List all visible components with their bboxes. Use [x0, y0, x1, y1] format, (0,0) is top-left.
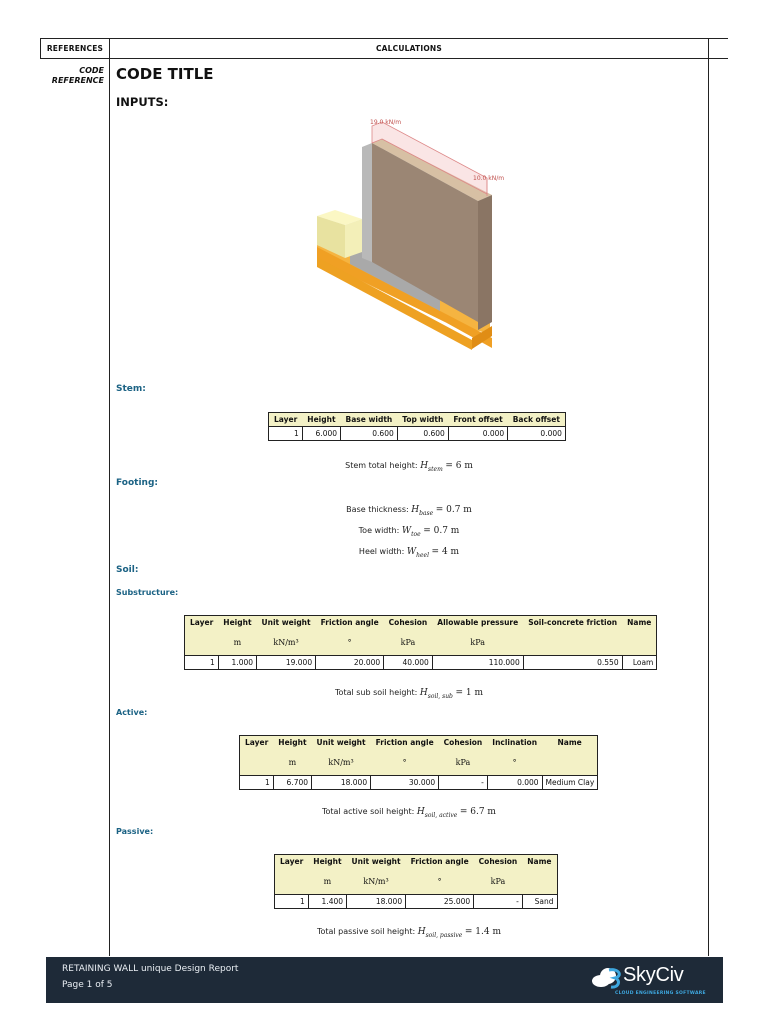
table-header-cell: [523, 630, 622, 656]
stem-total-symbol-sub: stem: [428, 465, 443, 473]
substructure-table-header: [185, 616, 657, 630]
table-header-cell: Unit weight: [257, 616, 316, 630]
references-header: REFERENCES: [46, 44, 104, 53]
substructure-heading: Substructure:: [116, 588, 179, 597]
table-cell: 0.000: [448, 427, 507, 441]
table-header-cell: Soil-concrete friction: [523, 616, 622, 630]
passive-total-value: = 1.4 m: [464, 927, 502, 937]
substructure-total-symbol-sub: soil, sub: [427, 692, 453, 700]
table-header-cell: Name: [542, 736, 598, 750]
table-header-cell: m: [218, 630, 256, 656]
table-header-cell: °: [487, 750, 542, 776]
passive-soil-side: [345, 219, 362, 258]
passive-heading: Passive:: [116, 827, 154, 836]
code-reference-line1: CODE: [79, 66, 104, 75]
table-cell: 18.000: [312, 776, 371, 790]
header-row-bottom-border: [40, 58, 728, 59]
code-reference-label: [41, 66, 104, 86]
footing-line-value: = 4 m: [431, 547, 460, 557]
passive-table-body: [275, 895, 558, 909]
substructure-total-height: [110, 688, 708, 700]
table-header-cell: [185, 630, 219, 656]
footing-line-symbol-sub: toe: [411, 530, 421, 538]
substructure-total-value: = 1 m: [455, 688, 483, 698]
table-header-cell: kPa: [474, 869, 523, 895]
table-header-cell: °: [371, 750, 439, 776]
table-cell: 0.600: [341, 427, 398, 441]
active-total-symbol-main: H: [416, 807, 425, 817]
table-header-cell: Friction angle: [316, 616, 384, 630]
table-cell: 25.000: [406, 895, 474, 909]
table-cell: Loam: [622, 656, 657, 670]
active-table-units: [240, 750, 598, 776]
load-top-label: 19.0 kN/m: [370, 119, 402, 126]
table-cell: 1: [275, 895, 309, 909]
table-cell: 0.550: [523, 656, 622, 670]
table-cell: 110.000: [432, 656, 523, 670]
footing-line-symbol: [407, 547, 429, 557]
footing-line-value: = 0.7 m: [435, 505, 472, 515]
table-cell: 0.000: [487, 776, 542, 790]
footing-line-symbol-sub: heel: [416, 551, 429, 559]
report-title: RETAINING WALL unique Design Report: [62, 964, 239, 974]
table-header-cell: Height: [273, 736, 311, 750]
report-footer: [46, 957, 723, 1003]
table-header-cell: Base width: [341, 413, 398, 427]
table-cell: 40.000: [384, 656, 433, 670]
table-header-cell: Allowable pressure: [432, 616, 523, 630]
stem-total-symbol: [420, 461, 443, 471]
cloud-icon: [589, 962, 625, 992]
code-reference-line2: REFERENCE: [51, 76, 104, 85]
table-cell: 6.700: [273, 776, 311, 790]
table-header-cell: [240, 750, 274, 776]
active-total-value: = 6.7 m: [459, 807, 496, 817]
table-header-cell: kPa: [432, 630, 523, 656]
table-cell: 6.000: [302, 427, 340, 441]
passive-total-height: [110, 927, 708, 939]
table-header-cell: Friction angle: [371, 736, 439, 750]
active-total-label: Total active soil height:: [322, 807, 415, 816]
table-header-cell: Layer: [240, 736, 274, 750]
table-header-cell: kN/m³: [312, 750, 371, 776]
table-header-cell: Front offset: [448, 413, 507, 427]
table-cell: 1.400: [308, 895, 346, 909]
table-cell: 18.000: [347, 895, 406, 909]
table-cell: 0.600: [397, 427, 448, 441]
footing-toe-width: [110, 526, 708, 538]
inputs-heading: INPUTS:: [116, 95, 169, 109]
stem-table-header: [269, 413, 566, 427]
footing-heading: Footing:: [116, 478, 158, 488]
table-header-cell: Height: [218, 616, 256, 630]
table-header-cell: [622, 630, 657, 656]
stem-table: [268, 412, 566, 441]
table-header-cell: Height: [308, 855, 346, 869]
table-cell: 1: [269, 427, 303, 441]
table-header-cell: m: [273, 750, 311, 776]
footing-line-symbol-main: W: [406, 547, 417, 557]
footing-line-symbol-main: H: [411, 505, 420, 515]
table-header-cell: Unit weight: [312, 736, 371, 750]
active-table-body: [240, 776, 598, 790]
passive-total-symbol-main: H: [417, 927, 426, 937]
substructure-table: [184, 615, 657, 670]
active-heading: Active:: [116, 708, 148, 717]
table-header-cell: Cohesion: [439, 736, 488, 750]
logo-text: SkyCiv: [623, 964, 684, 986]
logo-tagline: CLOUD ENGINEERING SOFTWARE: [615, 991, 706, 996]
stem-front-face: [362, 143, 372, 262]
footing-line-label: Toe width:: [358, 526, 400, 535]
table-header-cell: kN/m³: [257, 630, 316, 656]
table-header-cell: m: [308, 869, 346, 895]
table-header-cell: Top width: [397, 413, 448, 427]
table-header-cell: kPa: [439, 750, 488, 776]
footing-line-symbol: [411, 505, 433, 515]
stem-heading: Stem:: [116, 384, 146, 394]
substructure-table-units: [185, 630, 657, 656]
table-header-cell: Layer: [275, 855, 309, 869]
skyciv-logo: [589, 962, 709, 1000]
footing-heel-width: [110, 547, 708, 559]
table-cell: 30.000: [371, 776, 439, 790]
passive-total-label: Total passive soil height:: [316, 927, 416, 936]
active-table: [239, 735, 598, 790]
table-header-cell: Layer: [269, 413, 303, 427]
active-table-header: [240, 736, 598, 750]
table-header-cell: Back offset: [508, 413, 566, 427]
table-cell: 19.000: [257, 656, 316, 670]
table-header-cell: Friction angle: [406, 855, 474, 869]
table-header-cell: [522, 869, 557, 895]
stem-total-label: Stem total height:: [345, 461, 418, 470]
table-header-cell: Inclination: [487, 736, 542, 750]
substructure-total-symbol-main: H: [419, 688, 428, 698]
passive-total-symbol: [418, 927, 463, 937]
stem-back-face: [478, 195, 492, 330]
table-cell: 0.000: [508, 427, 566, 441]
active-total-symbol-sub: soil, active: [424, 811, 458, 819]
table-header-cell: Cohesion: [384, 616, 433, 630]
table-cell: 1.000: [218, 656, 256, 670]
table-cell: Medium Clay: [542, 776, 598, 790]
substructure-total-symbol: [420, 688, 453, 698]
table-row: [185, 656, 657, 670]
table-header-cell: Name: [522, 855, 557, 869]
table-header-cell: Name: [622, 616, 657, 630]
active-total-height: [110, 807, 708, 819]
stem-total-value: = 6 m: [445, 461, 473, 471]
substructure-table-body: [185, 656, 657, 670]
footing-line-symbol: [402, 526, 421, 536]
page-indicator: Page 1 of 5: [62, 980, 113, 990]
footing-line-label: Heel width:: [358, 547, 405, 556]
table-header-cell: Cohesion: [474, 855, 523, 869]
footing-base-thickness: [110, 505, 708, 517]
table-header-cell: Height: [302, 413, 340, 427]
table-cell: 20.000: [316, 656, 384, 670]
table-header-cell: Layer: [185, 616, 219, 630]
frame-right-border: [708, 38, 709, 956]
table-cell: 1: [240, 776, 274, 790]
stem-table-body: [269, 427, 566, 441]
passive-table-units: [275, 869, 558, 895]
footing-line-symbol-main: W: [401, 526, 412, 536]
table-cell: 1: [185, 656, 219, 670]
table-header-cell: Unit weight: [347, 855, 406, 869]
substructure-total-label: Total sub soil height:: [335, 688, 418, 697]
stem-total-symbol-main: H: [420, 461, 429, 471]
code-title: CODE TITLE: [116, 65, 214, 83]
stem-total-height: [110, 461, 708, 473]
table-row: [275, 895, 558, 909]
footing-line-label: Base thickness:: [346, 505, 409, 514]
table-row: [240, 776, 598, 790]
passive-table-header: [275, 855, 558, 869]
footing-line-value: = 0.7 m: [423, 526, 460, 536]
retaining-wall-diagram: [300, 112, 520, 357]
calculations-header: CALCULATIONS: [375, 44, 443, 53]
soil-heading: Soil:: [116, 565, 139, 575]
passive-table: [274, 854, 558, 909]
table-cell: -: [439, 776, 488, 790]
table-header-cell: [275, 869, 309, 895]
table-header-cell: °: [316, 630, 384, 656]
passive-total-symbol-sub: soil, passive: [425, 931, 463, 939]
table-header-cell: [542, 750, 598, 776]
table-header-cell: kN/m³: [347, 869, 406, 895]
footing-line-symbol-sub: base: [419, 509, 434, 517]
table-header-cell: kPa: [384, 630, 433, 656]
load-bottom-label: 10.0 kN/m: [473, 175, 505, 182]
table-cell: Sand: [522, 895, 557, 909]
table-header-cell: °: [406, 869, 474, 895]
table-cell: -: [474, 895, 523, 909]
table-row: [269, 427, 566, 441]
active-total-symbol: [417, 807, 457, 817]
